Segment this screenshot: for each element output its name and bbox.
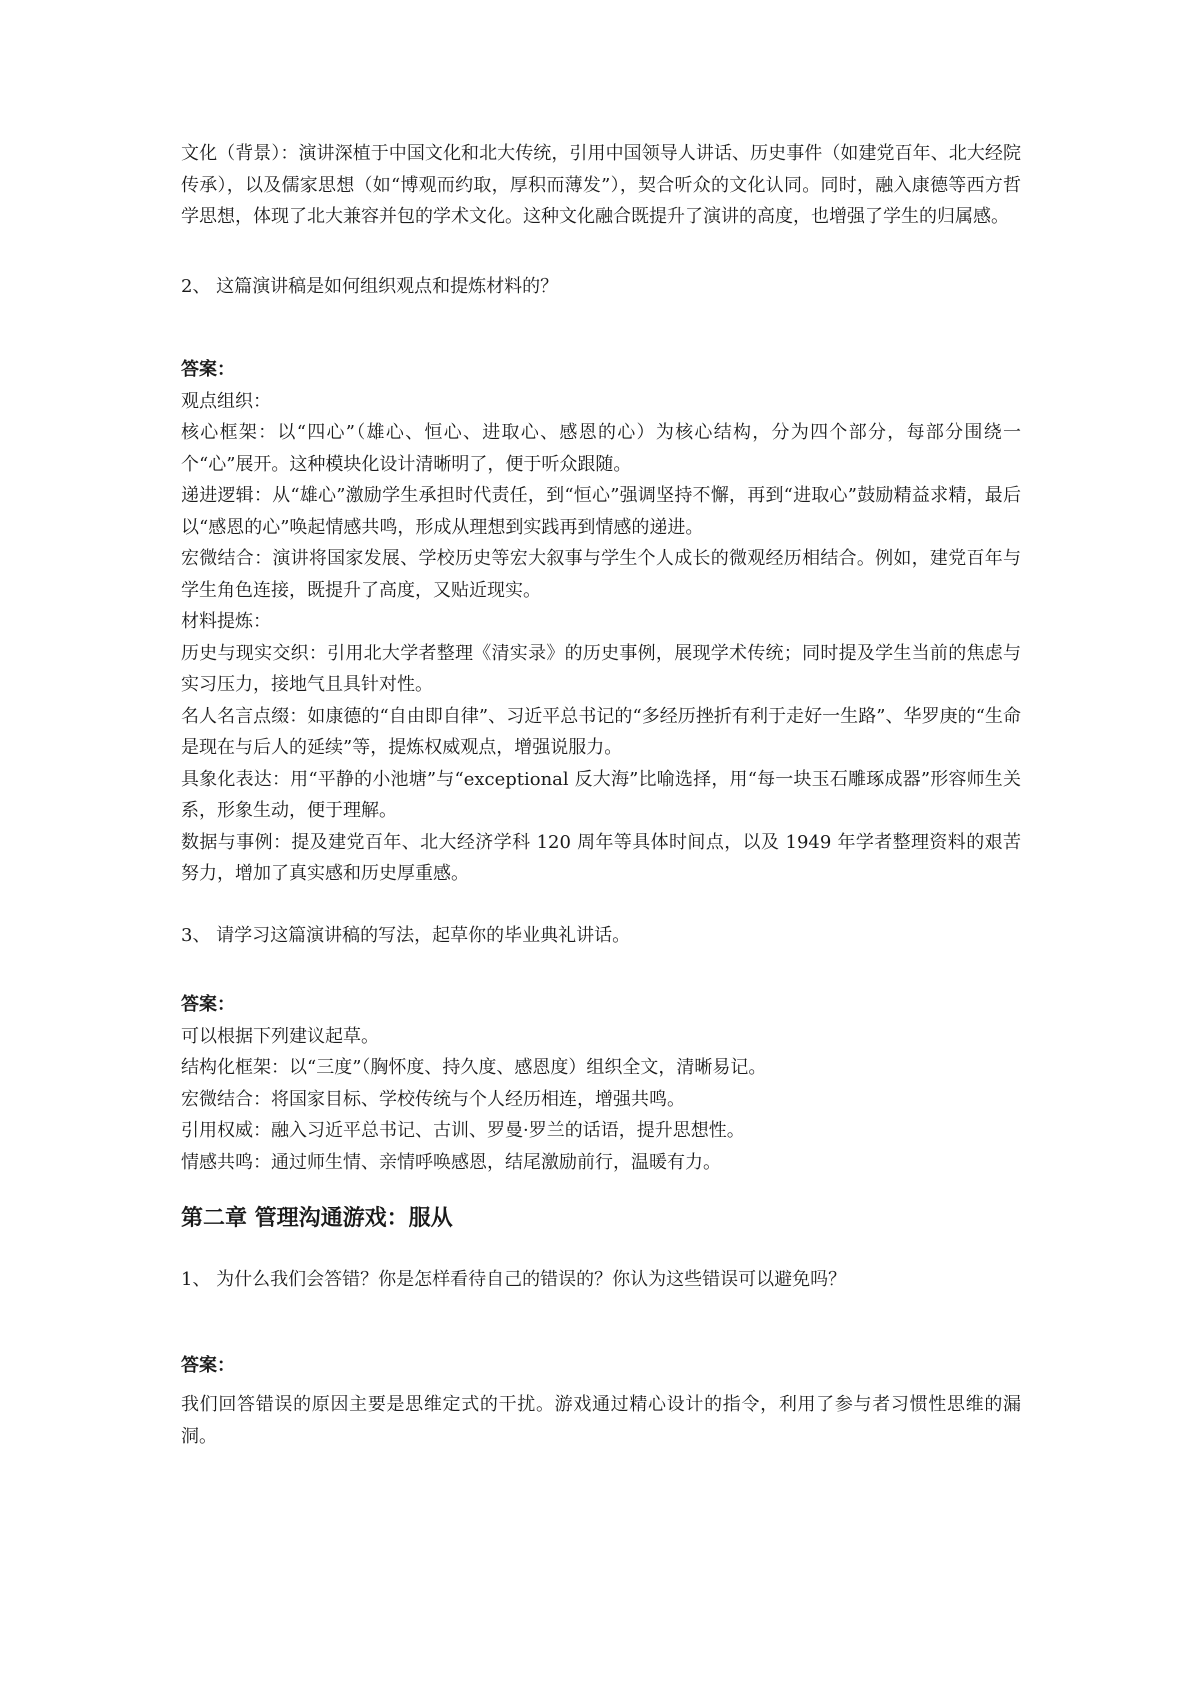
answer-3-line: 结构化框架：以“三度”（胸怀度、持久度、感恩度）组织全文，清晰易记。	[181, 1057, 767, 1078]
chapter-2-title: 第二章 管理沟通游戏：服从	[181, 1206, 453, 1231]
chapter-2-question-1: 1、 为什么我们会答错？你是怎样看待自己的错误的？你认为这些错误可以避免吗？	[181, 1269, 847, 1290]
question-2: 2、 这篇演讲稿是如何组织观点和提炼材料的？	[181, 275, 559, 297]
intro-paragraph: 文化（背景）：演讲深植于中国文化和北大传统，引用中国领导人讲话、历史事件（如建党百年、北大经院传承），以及儒家思想（如“博观而约取，厚积而薄发”），契合听众的文化认同。同时，融入康德等西方哲学思想，体现了北大兼容并包的学术文化。这种文化融合既提升了演讲的高度，也增强了学生的归属感。	[181, 143, 1021, 227]
answer-3-line: 宏微结合：将国家目标、学校传统与个人经历相连，增强共鸣。	[181, 1088, 685, 1110]
answer-2-line: 宏微结合：演讲将国家发展、学校历史等宏大叙事与学生个人成长的微观经历相结合。例如，建党百年与学生角色连接，既提升了高度，又贴近现实。	[181, 548, 1021, 601]
answer-3-body	[181, 1021, 1021, 1179]
answer-3-line: 情感共鸣：通过师生情、亲情呼唤感恩，结尾激励前行，温暖有力。	[181, 1151, 721, 1173]
answer-label-3: 答案：	[181, 994, 235, 1015]
answer-2-line: 材料提炼：	[181, 611, 271, 632]
answer-2-line: 名人名言点缀：如康德的“自由即自律”、习近平总书记的“多经历挫折有利于走好一生路”、华罗庚的“生命是现在与后人的延续”等，提炼权威观点，增强说服力。	[181, 705, 1021, 758]
answer-2-line: 核心框架：以“四心”（雄心、恒心、进取心、感恩的心）为核心结构，分为四个部分，每部分围绕一个“心”展开。这种模块化设计清晰明了，便于听众跟随。	[181, 422, 1021, 475]
answer-3-line: 引用权威：融入习近平总书记、古训、罗曼·罗兰的话语，提升思想性。	[181, 1120, 745, 1141]
answer-2-line: 具象化表达：用“平静的小池塘”与“exceptional 反大海”比喻选择，用“每一块玉石雕琢成器”形容师生关系，形象生动，便于理解。	[181, 768, 1021, 821]
answer-3-line: 可以根据下列建议起草。	[181, 1025, 379, 1047]
answer-2-line: 观点组织：	[181, 390, 271, 412]
question-3: 3、 请学习这篇演讲稿的写法，起草你的毕业典礼讲话。	[181, 924, 631, 946]
chapter-2-answer-label-1: 答案：	[181, 1354, 235, 1376]
chapter-2-answer-1-text: 我们回答错误的原因主要是思维定式的干扰。游戏通过精心设计的指令，利用了参与者习惯性思维的漏洞。	[181, 1394, 1021, 1447]
page-content	[181, 138, 1021, 1452]
answer-2-line: 递进逻辑：从“雄心”激励学生承担时代责任，到“恒心”强调坚持不懈，再到“进取心”鼓励精益求精，最后以“感恩的心”唤起情感共鸣，形成从理想到实践再到情感的递进。	[181, 485, 1021, 538]
answer-2-body	[181, 386, 1021, 890]
answer-2-line: 数据与事例：提及建党百年、北大经济学科 120 周年等具体时间点，以及 1949 年学者整理资料的艰苦努力，增加了真实感和历史厚重感。	[181, 831, 1021, 884]
answer-label-2: 答案：	[181, 359, 235, 380]
answer-2-line: 历史与现实交织：引用北大学者整理《清实录》的历史事例，展现学术传统；同时提及学生当前的焦虑与实习压力，接地气且具针对性。	[181, 642, 1021, 695]
